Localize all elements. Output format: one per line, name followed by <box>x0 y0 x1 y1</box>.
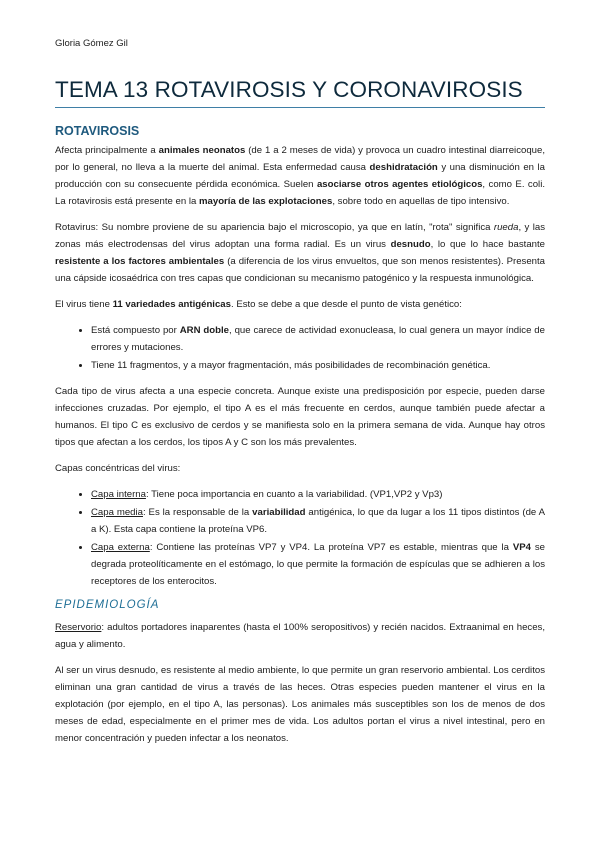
bold-term: ARN doble <box>179 325 229 336</box>
title-divider <box>55 107 545 108</box>
paragraph-layers-intro: Capas concéntricas del virus: <box>55 463 181 474</box>
list-item: • Capa externa: Contiene las proteínas VP7 y VP4. La proteína VP7 es estable, mientras que la VP4 se degrada proteolíticamente en el estómago, lo que permite la formación de espículas que se adhieren a los receptores de los enterocitos. <box>91 539 545 590</box>
bold-term: animales neonatos <box>158 145 246 156</box>
paragraph-reservorio: Reservorio: adultos portadores inaparentes (hasta el 100% seropositivos) y recién nacidos. Extraanimal en heces, agua y alimento. <box>55 622 545 650</box>
italic-term: rueda <box>493 222 519 233</box>
paragraph-resistance: Al ser un virus desnudo, es resistente al medio ambiente, lo que permite un gran reservorio ambiental. Los cerditos eliminan una gran cantidad de virus a través de las heces. Otras especies pueden mantener el virus en la explotación (por ejemplo, en el tipo A, las personas). Los animales más susceptibles son los de menos de dos meses de edad, especialmente en el primer mes de vida. Los adultos portan el virus a nivel intestinal, pero en menor concentración y pueden infectar a los neonatos. <box>55 665 545 744</box>
list-item: • Tiene 11 fragmentos, y a mayor fragmentación, más posibilidades de recombinación genética. <box>91 357 545 374</box>
bold-term: resistente a los factores ambientales <box>55 256 225 267</box>
underlined-term: Capa interna <box>91 489 146 500</box>
bold-term: variabilidad <box>252 507 306 518</box>
underlined-term: Reservorio <box>55 622 102 633</box>
page-title: TEMA 13 ROTAVIROSIS Y CORONAVIROSIS <box>55 77 523 102</box>
section-heading-epidemiologia: EPIDEMIOLOGÍA <box>55 599 160 611</box>
underlined-term: Capa externa <box>91 542 150 553</box>
underlined-term: Capa media <box>91 507 143 518</box>
bold-term: 11 variedades antigénicas <box>112 299 231 310</box>
bold-term: asociarse otros agentes etiológicos <box>316 179 483 190</box>
section-heading-rotavirosis: ROTAVIROSIS <box>55 124 140 138</box>
paragraph-intro: Afecta principalmente a animales neonatos (de 1 a 2 meses de vida) y provoca un cuadro intestinal diarreicoque, por lo general, no lleva a la muerte del animal. Esta enfermedad causa deshidratación y una disminución en la producción con su consecuente pérdida económica. Suelen asociarse otros agentes etiológicos, como E. coli. La rotavirosis está presente en la mayoría de las explotaciones, sobre todo en aquellas de tipo intensivo. <box>55 145 545 207</box>
paragraph-antigenic: El virus tiene 11 variedades antigénicas. Esto se debe a que desde el punto de vista genético: <box>55 299 462 310</box>
list-item: • Capa interna: Tiene poca importancia en cuanto a la variabilidad. (VP1,VP2 y Vp3) <box>91 486 545 503</box>
paragraph-rotavirus: Rotavirus: Su nombre proviene de su apariencia bajo el microscopio, ya que en latín, "rota" significa rueda, y las zonas más electrodensas del virus adoptan una forma radial. Es un virus desnudo, lo que lo hace bastante resistente a los factores ambientales (a diferencia de los virus envueltos, que son menos resistentes). Presenta una cápside icosaédrica con tres capas que condicionan su mecanismo patogénico y la respuesta inmunológica. <box>55 222 545 284</box>
document-body <box>55 124 545 756</box>
list-item: • Está compuesto por ARN doble, que carece de actividad exonucleasa, lo cual genera un mayor índice de errores y mutaciones. <box>91 322 545 356</box>
layers-list <box>55 486 545 590</box>
list-item: • Capa media: Es la responsable de la variabilidad antigénica, lo que da lugar a los 11 tipos distintos (de A a K). Esta capa contiene la proteína VP6. <box>91 504 545 538</box>
author-name: Gloria Gómez Gil <box>55 38 128 49</box>
paragraph-types: Cada tipo de virus afecta a una especie concreta. Aunque existe una predisposición por especie, pueden darse infecciones cruzadas. Por ejemplo, el tipo A es el más frecuente en cerdos, aunque también puede afectar a humanos. El tipo C es exclusivo de cerdos y se manifiesta solo en la primera semana de vida. Aunque hay otros tipos que afectan a los cerdos, los tipos A y C son los más prevalentes. <box>55 386 545 448</box>
bold-term: VP4 <box>512 542 531 553</box>
bold-term: mayoría de las explotaciones <box>199 196 333 207</box>
bold-term: desnudo <box>390 239 431 250</box>
genetic-list <box>55 322 545 374</box>
bold-term: deshidratación <box>369 162 438 173</box>
